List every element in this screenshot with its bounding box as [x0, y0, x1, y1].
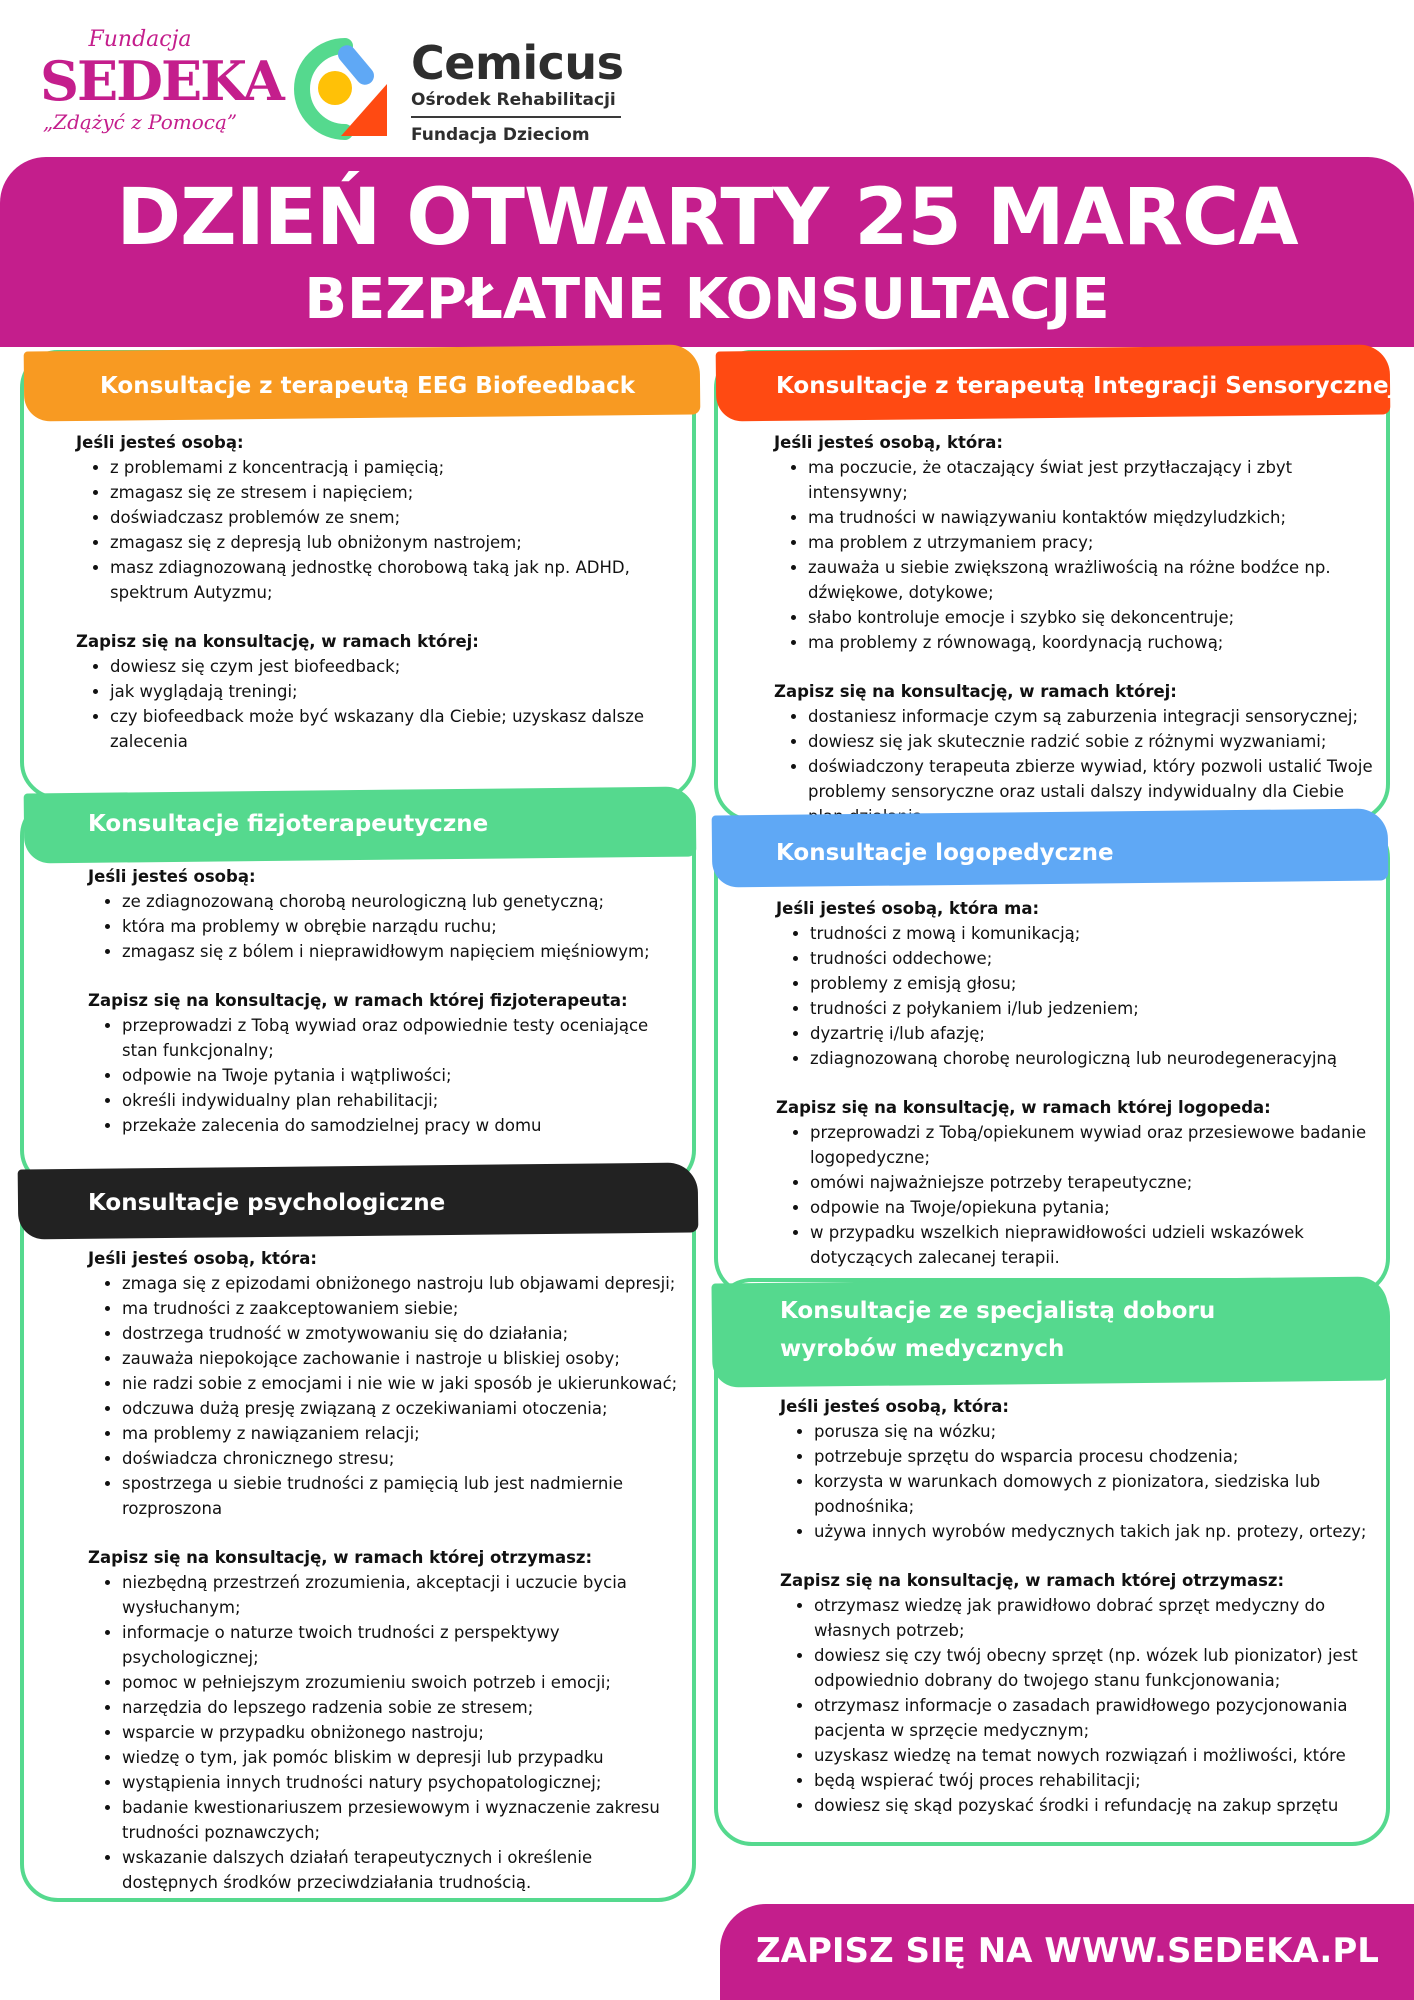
card-psych-who-label: Jeśli jesteś osobą, która:: [88, 1249, 318, 1268]
card-psych-signup-list: [88, 1570, 688, 1895]
list-item: • zmagasz się ze stresem i napięciem;: [110, 480, 676, 505]
list-item: • przeprowadzi z Tobą/opiekunem wywiad oraz przesiewowe badanie logopedyczne;: [810, 1120, 1386, 1170]
page-subtitle: BEZPŁATNE KONSULTACJE: [304, 267, 1110, 332]
card-physio-title: Konsultacje fizjoterapeutyczne: [88, 811, 489, 837]
card-medical-who-label: Jeśli jesteś osobą, która:: [780, 1397, 1010, 1416]
card-medical-body: [780, 1394, 1386, 1818]
list-item: • określi indywidualny plan rehabilitacji;: [122, 1088, 688, 1113]
list-item: • zauważa u siebie zwiększoną wrażliwością na różne bodźce np. dźwiękowe, dotykowe;: [808, 555, 1384, 605]
card-physio-who-list: [88, 889, 688, 964]
list-item: • przeprowadzi z Tobą wywiad oraz odpowiednie testy oceniające stan funkcjonalny;: [122, 1013, 688, 1063]
list-item: • dostaniesz informacje czym są zaburzenia integracji sensorycznej;: [808, 704, 1384, 729]
page-title: DZIEŃ OTWARTY 25 MARCA: [116, 173, 1298, 263]
cemicus-name: Cemicus: [411, 36, 624, 90]
sedeka-logo: [40, 27, 283, 134]
list-item: • używa innych wyrobów medycznych takich jak np. protezy, ortezy;: [814, 1519, 1386, 1544]
list-item: • jak wyglądają treningi;: [110, 679, 676, 704]
card-physio-who-label: Jeśli jesteś osobą:: [88, 867, 256, 886]
list-item: • w przypadku wszelkich nieprawidłowości udzieli wskazówek dotyczących zalecanej terapii.: [810, 1220, 1386, 1270]
list-item: • otrzymasz wiedzę jak prawidłowo dobrać sprzęt medyczny do własnych potrzeb;: [814, 1593, 1386, 1643]
card-psych-who-list: [88, 1271, 688, 1521]
header-banner: [0, 157, 1414, 347]
list-item: • badanie kwestionariuszem przesiewowym i wyznaczenie zakresu trudności poznawczych;: [122, 1795, 688, 1845]
card-speech-who-label: Jeśli jesteś osobą, która ma:: [776, 899, 1040, 918]
list-item: • otrzymasz informacje o zasadach prawidłowego pozycjonowania pacjenta w sprzęcie medycznym;: [814, 1693, 1386, 1743]
list-item: • która ma problemy w obrębie narządu ruchu;: [122, 914, 688, 939]
card-psych-title: Konsultacje psychologiczne: [88, 1190, 446, 1216]
list-item: • trudności oddechowe;: [810, 946, 1386, 971]
list-item: • ze zdiagnozowaną chorobą neurologiczną lub genetyczną;: [122, 889, 688, 914]
list-item: • dowiesz się jak skutecznie radzić sobie z różnymi wyzwaniami;: [808, 729, 1384, 754]
list-item: • wskazanie dalszych działań terapeutycznych i określenie dostępnych środków przeciwdziałania trudnością.: [122, 1845, 688, 1895]
list-item: • ma poczucie, że otaczający świat jest przytłaczający i zbyt intensywny;: [808, 455, 1384, 505]
list-item: • ma trudności z zaakceptowaniem siebie;: [122, 1296, 688, 1321]
card-speech-signup-label: Zapisz się na konsultację, w ramach której logopeda:: [776, 1098, 1271, 1117]
card-medical-title-line2: wyrobów medycznych: [780, 1336, 1065, 1362]
cemicus-mark-icon: [283, 36, 393, 141]
list-item: • porusza się na wózku;: [814, 1419, 1386, 1444]
cemicus-subtitle: Ośrodek Rehabilitacji: [411, 90, 616, 110]
list-item: • niezbędną przestrzeń zrozumienia, akceptacji i uczucie bycia wysłuchanym;: [122, 1570, 688, 1620]
cemicus-text: [411, 36, 631, 145]
list-item: • odpowie na Twoje/opiekuna pytania;: [810, 1195, 1386, 1220]
sedeka-logo-line1: Fundacja: [88, 27, 192, 52]
card-physio-signup-label: Zapisz się na konsultację, w ramach której fizjoterapeuta:: [88, 991, 628, 1010]
list-item: • uzyskasz wiedzę na temat nowych rozwiązań i możliwości, które: [814, 1743, 1386, 1768]
list-item: • problemy z emisją głosu;: [810, 971, 1386, 996]
card-psych-signup-label: Zapisz się na konsultację, w ramach której otrzymasz:: [88, 1548, 593, 1567]
list-item: • dyzartrię i/lub afazję;: [810, 1021, 1386, 1046]
list-item: • trudności z mową i komunikacją;: [810, 921, 1386, 946]
list-item: • dowiesz się czym jest biofeedback;: [110, 654, 676, 679]
list-item: • doświadczasz problemów ze snem;: [110, 505, 676, 530]
list-item: • czy biofeedback może być wskazany dla Ciebie; uzyskasz dalsze zalecenia: [110, 704, 676, 754]
cemicus-subtitle-2: Fundacja Dzieciom: [411, 125, 590, 145]
card-sensory-who-label: Jeśli jesteś osobą, która:: [774, 433, 1004, 452]
list-item: • ma trudności w nawiązywaniu kontaktów międzyludzkich;: [808, 505, 1384, 530]
list-item: • ma problemy z równowagą, koordynacją ruchową;: [808, 630, 1384, 655]
card-speech-title: Konsultacje logopedyczne: [776, 840, 1114, 866]
card-physio-body: [88, 864, 688, 1138]
list-item: • zmagasz się z bólem i nieprawidłowym napięciem mięśniowym;: [122, 939, 688, 964]
list-item: • omówi najważniejsze potrzeby terapeutyczne;: [810, 1170, 1386, 1195]
list-item: • spostrzega u siebie trudności z pamięcią lub jest nadmiernie rozproszona: [122, 1471, 688, 1521]
card-medical-who-list: [780, 1419, 1386, 1544]
card-physio-signup-list: [88, 1013, 688, 1138]
footer-cta-text[interactable]: ZAPISZ SIĘ NA WWW.SEDEKA.PL: [756, 1931, 1379, 1971]
list-item: • odczuwa dużą presję związaną z oczekiwaniami otoczenia;: [122, 1396, 688, 1421]
footer-cta[interactable]: [720, 1904, 1414, 2000]
list-item: • zdiagnozowaną chorobę neurologiczną lub neurodegeneracyjną: [810, 1046, 1386, 1071]
card-eeg-who-list: [76, 455, 676, 605]
list-item: • dowiesz się skąd pozyskać środki i refundację na zakup sprzętu: [814, 1793, 1386, 1818]
card-psych-body: [88, 1246, 688, 1895]
list-item: • odpowie na Twoje pytania i wątpliwości;: [122, 1063, 688, 1088]
list-item: • informacje o naturze twoich trudności z perspektywy psychologicznej;: [122, 1620, 688, 1670]
list-item: • będą wspierać twój proces rehabilitacji;: [814, 1768, 1386, 1793]
card-sensory-body: [774, 430, 1384, 829]
list-item: • słabo kontroluje emocje i szybko się dekoncentruje;: [808, 605, 1384, 630]
list-item: • nie radzi sobie z emocjami i nie wie w jaki sposób je ukierunkować;: [122, 1371, 688, 1396]
card-medical-signup-label: Zapisz się na konsultację, w ramach której otrzymasz:: [780, 1571, 1285, 1590]
card-sensory-who-list: [774, 455, 1384, 655]
card-eeg-signup-list: [76, 654, 676, 754]
card-sensory-title: Konsultacje z terapeutą Integracji Sensorycznej: [776, 373, 1397, 399]
list-item: • potrzebuje sprzętu do wsparcia procesu chodzenia;: [814, 1444, 1386, 1469]
card-medical-signup-list: [780, 1593, 1386, 1818]
cemicus-divider: [411, 116, 621, 118]
list-item: • dostrzega trudność w zmotywowaniu się do działania;: [122, 1321, 688, 1346]
list-item: • trudności z połykaniem i/lub jedzeniem;: [810, 996, 1386, 1021]
list-item: • z problemami z koncentracją i pamięcią;: [110, 455, 676, 480]
card-speech-signup-list: [776, 1120, 1386, 1270]
list-item: • doświadczony terapeuta zbierze wywiad, który pozwoli ustalić Twoje problemy sensoryczne oraz ustali dalszy indywidualny dla Ciebie: [808, 754, 1384, 829]
card-speech-who-list: [776, 921, 1386, 1071]
list-item: • ma problem z utrzymaniem pracy;: [808, 530, 1384, 555]
list-item: • zmagasz się z depresją lub obniżonym nastrojem;: [110, 530, 676, 555]
list-item: • doświadcza chronicznego stresu;: [122, 1446, 688, 1471]
card-speech-body: [776, 896, 1386, 1270]
list-item: • narzędzia do lepszego radzenia sobie ze stresem;: [122, 1695, 688, 1720]
list-item: • wystąpienia innych trudności natury psychopatologicznej;: [122, 1770, 688, 1795]
card-eeg-body: [76, 430, 676, 754]
list-item: • zmaga się z epizodami obniżonego nastroju lub objawami depresji;: [122, 1271, 688, 1296]
list-item: • korzysta w warunkach domowych z pionizatora, siedziska lub podnośnika;: [814, 1469, 1386, 1519]
list-item: • wiedzę o tym, jak pomóc bliskim w depresji lub przypadku: [122, 1745, 688, 1770]
card-eeg-title: Konsultacje z terapeutą EEG Biofeedback: [100, 373, 636, 399]
card-eeg-signup-label: Zapisz się na konsultację, w ramach której:: [76, 632, 479, 651]
card-eeg-who-label: Jeśli jesteś osobą:: [76, 433, 244, 452]
list-item: • ma problemy z nawiązaniem relacji;: [122, 1421, 688, 1446]
card-medical-title-line1: Konsultacje ze specjalistą doboru: [780, 1298, 1216, 1324]
list-item: • masz zdiagnozowaną jednostkę chorobową taką jak np. ADHD, spektrum Autyzmu;: [110, 555, 676, 605]
list-item: • wsparcie w przypadku obniżonego nastroju;: [122, 1720, 688, 1745]
sedeka-logo-name: SEDEKA: [40, 49, 283, 113]
cemicus-logo: [283, 36, 624, 145]
sedeka-logo-tagline: „Zdążyć z Pomocą”: [42, 110, 238, 134]
list-item: • dowiesz się czy twój obecny sprzęt (np. wózek lub pionizator) jest odpowiednio dobrany do twojego stanu funkcjonowania;: [814, 1643, 1386, 1693]
card-sensory-signup-label: Zapisz się na konsultację, w ramach której:: [774, 682, 1177, 701]
list-item: • pomoc w pełniejszym zrozumieniu swoich potrzeb i emocji;: [122, 1670, 688, 1695]
list-item: • zauważa niepokojące zachowanie i nastroje u bliskiej osoby;: [122, 1346, 688, 1371]
list-item: • przekaże zalecenia do samodzielnej pracy w domu: [122, 1113, 688, 1138]
